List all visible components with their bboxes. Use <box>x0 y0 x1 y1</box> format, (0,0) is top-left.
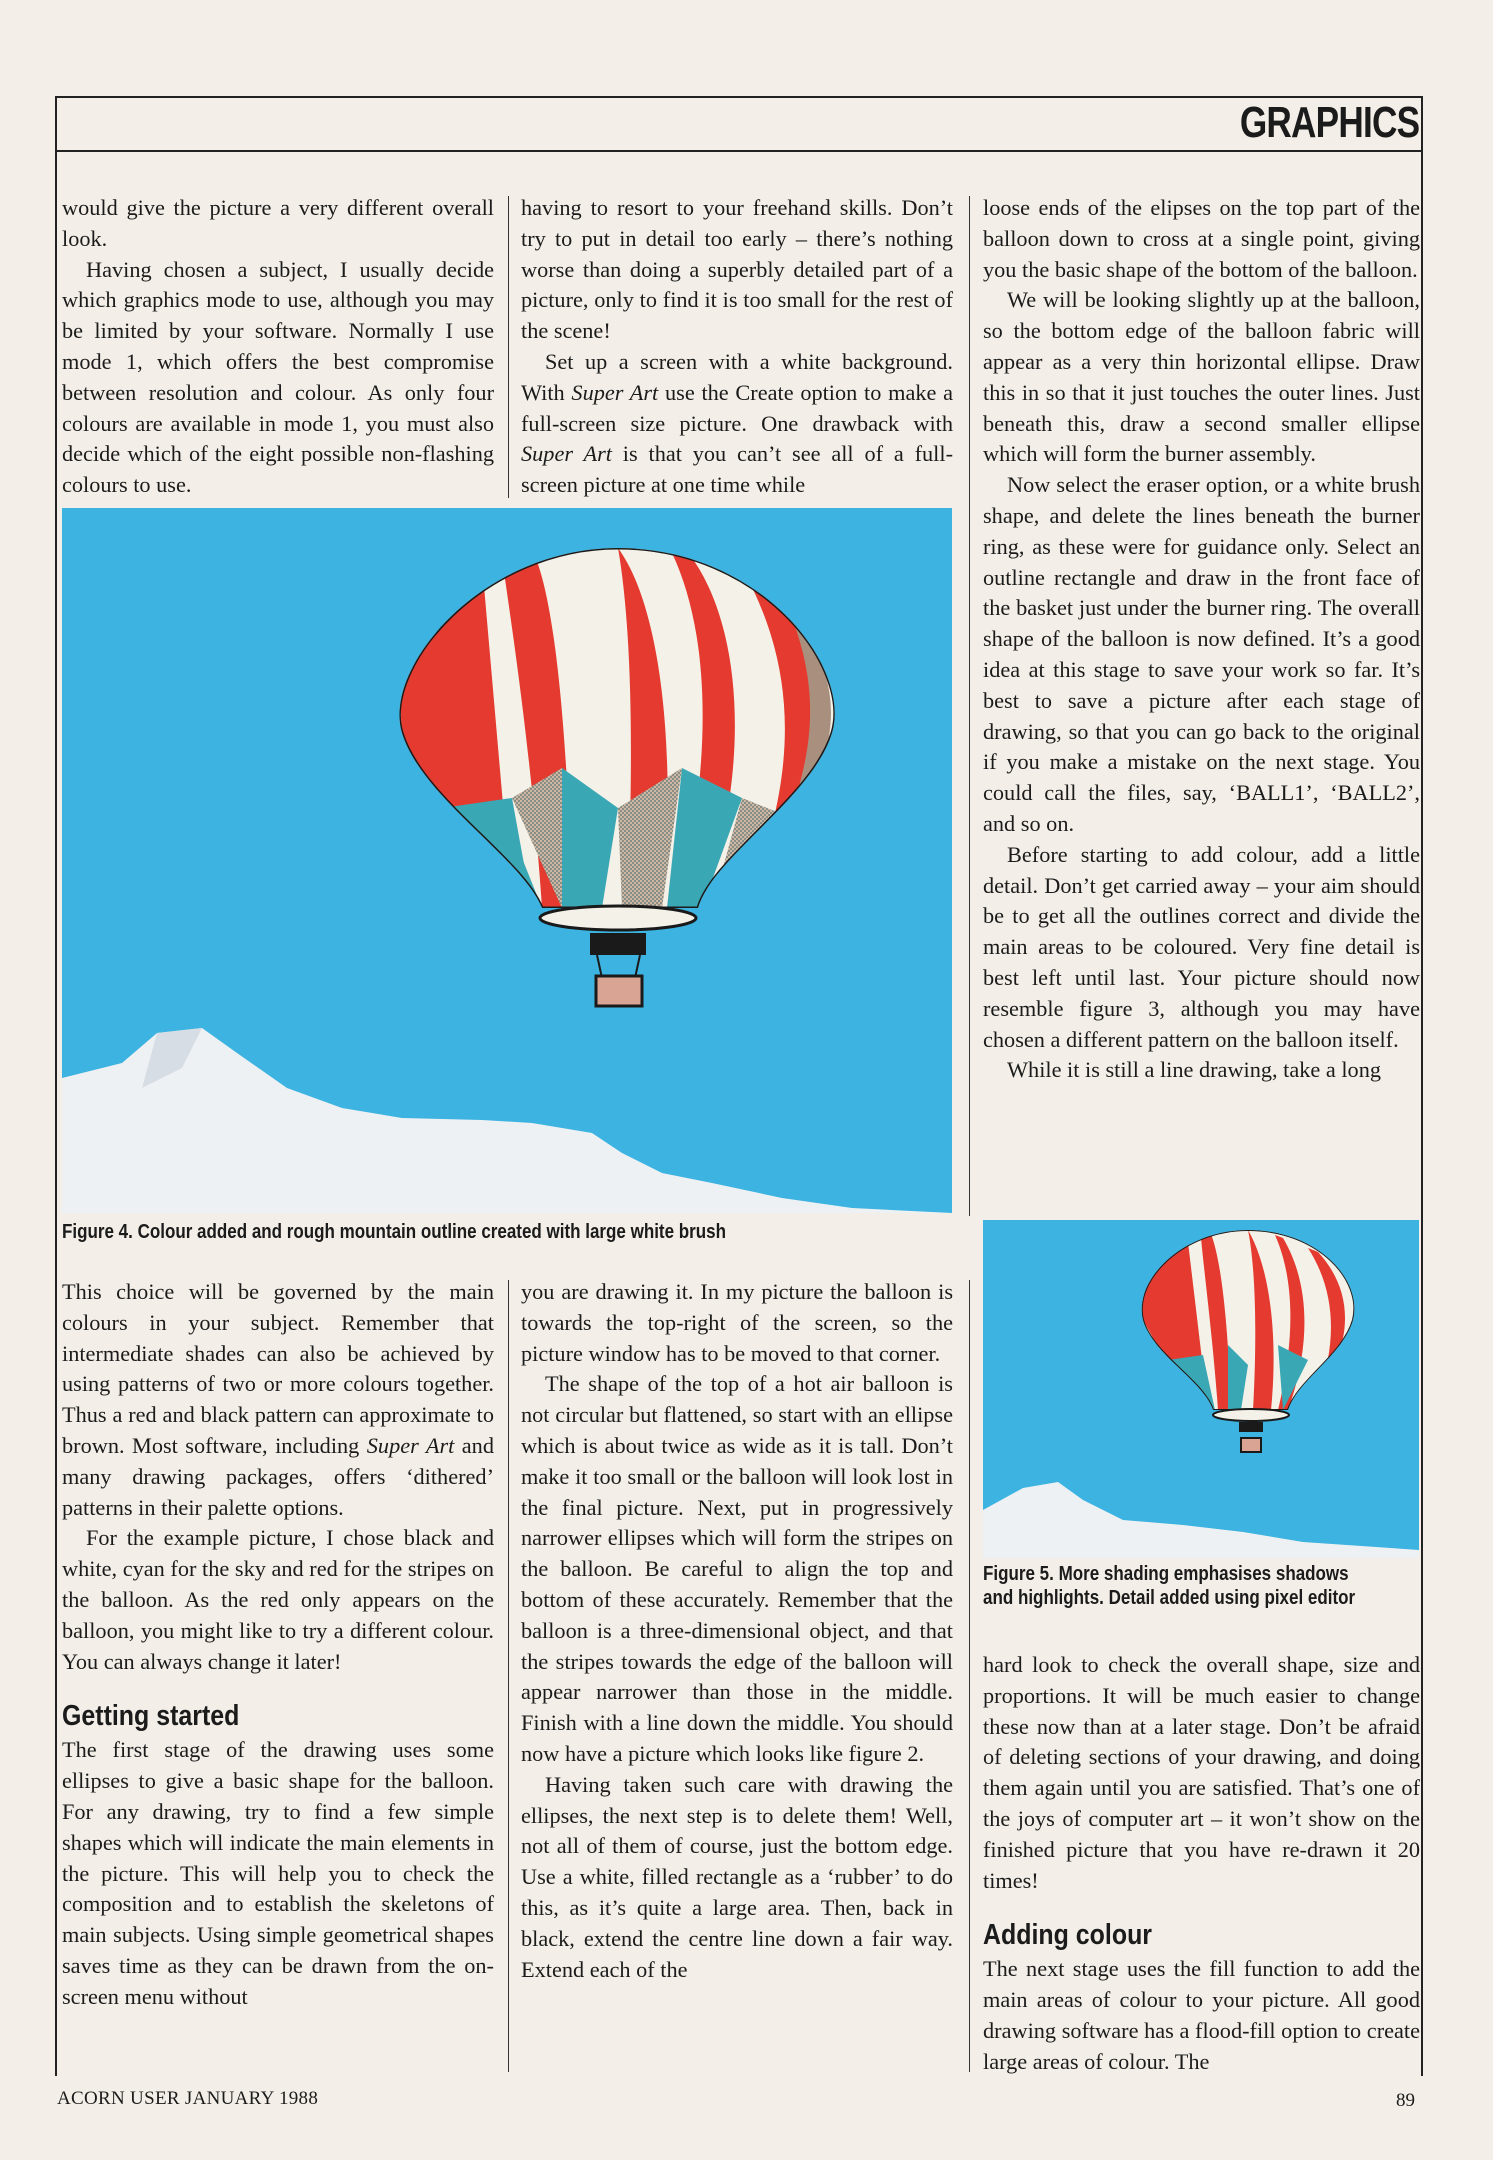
page-number: 89 <box>1396 2090 1415 2111</box>
emphasis-title: Super Art <box>571 379 659 405</box>
paragraph: The first stage of the drawing uses some ellipses to give a basic shape for the balloon. For any drawing, try to find a few simple shapes which will indicate the main elements in the picture. This will help you to check the composition and to establish the skeletons of main subjects. Using simple geometrical shapes saves time as they can be drawn from the on-screen menu without <box>62 1737 494 2009</box>
emphasis-title: Super Art <box>366 1432 455 1458</box>
paragraph: loose ends of the elipses on the top part of the balloon down to cross at a single point, giving you the basic shape of the bottom of the balloon. <box>983 195 1420 282</box>
section-heading: Getting started <box>62 1700 240 1733</box>
basket <box>1241 1438 1261 1452</box>
section-title: GRAPHICS <box>1239 98 1419 147</box>
column-2-top <box>521 193 953 501</box>
column-3-bottom <box>983 1650 1420 2078</box>
burner-ring <box>540 906 696 930</box>
page-frame-top <box>55 96 1422 98</box>
page-frame-left <box>55 96 57 2076</box>
column-divider <box>508 196 509 498</box>
paragraph: The next stage uses the fill function to add the main areas of colour to your picture. All good drawing software has a flood-fill option to create large areas of colour. The <box>983 1956 1420 2074</box>
figure-5-caption: Figure 5. More shading emphasises shadows and highlights. Detail added using pixel editor <box>983 1563 1356 1609</box>
figure-4-caption: Figure 4. Colour added and rough mountain outline created with large white brush <box>62 1221 726 1243</box>
paragraph: Before starting to add colour, add a little detail. Don’t get carried away – your aim should be to get all the outlines correct and divide the main areas to be coloured. Very fine detail is best left until last. Your picture should now resemble figure 3, although you may have chosen a different pattern on the balloon itself. <box>983 841 1420 1052</box>
page-frame-right <box>1421 96 1423 2076</box>
column-1-top <box>62 193 494 501</box>
paragraph: For the example picture, I chose black and white, cyan for the sky and red for the stripes on the balloon. As the red only appears on the balloon, you might like to try a different colour. You can always change it later! <box>62 1525 494 1674</box>
header-rule <box>57 150 1421 152</box>
column-divider <box>969 1280 970 2072</box>
paragraph: This choice will be governed by the main colours in your subject. Remember that intermediate shades can also be achieved by using patterns of two or more colours together. Thus a red and black pattern can approximate to brown. Most software, including Super Art and many drawing packages, offers ‘dithered’ patterns in their palette options. <box>62 1279 494 1520</box>
paragraph: Having taken such care with drawing the ellipses, the next step is to delete them! Well, not all of them of course, just the bottom edge. Use a white, filled rectangle as a ‘rubber’ to do this, as it’s quite a large area. Then, back in black, extend the centre line down a fair way. Extend each of the <box>521 1771 953 1982</box>
burner <box>590 933 646 955</box>
column-3-top <box>983 193 1420 1086</box>
balloon-illustration-large <box>62 508 952 1213</box>
column-divider <box>508 1280 509 2072</box>
paragraph: you are drawing it. In my picture the balloon is towards the top-right of the screen, so the picture window has to be moved to that corner. <box>521 1279 953 1366</box>
footer-magazine-issue: ACORN USER JANUARY 1988 <box>57 2088 319 2109</box>
column-2-bottom <box>521 1277 953 1985</box>
paragraph: Set up a screen with a white background. With Super Art use the Create option to make a full-screen size picture. One drawback with Super Art is that you can’t see all of a full-screen picture at one time while <box>521 348 954 498</box>
paragraph: While it is still a line drawing, take a long <box>1007 1057 1382 1083</box>
paragraph: The shape of the top of a hot air balloon is not circular but flattened, so start with an ellipse which is about twice as wide as it is tall. Don’t make it too small or the balloon will look lost in the final picture. Next, put in progressively narrower ellipses which will form the stripes on the balloon. Be careful to align the top and bottom of these accurately. Remember that the balloon is a three-dimensional object, and that the stripes towards the edge of the balloon will appear narrower than those in the middle. Finish with a line down the middle. You should now have a picture which looks like figure 2. <box>521 1371 953 1766</box>
section-heading: Adding colour <box>983 1919 1153 1952</box>
paragraph: having to resort to your freehand skills. Don’t try to put in detail too early – there’s nothing worse than doing a superbly detailed part of a picture, only to find it is too small for the rest of the scene! <box>521 195 953 344</box>
burner-ring <box>1213 1409 1289 1421</box>
column-1-bottom <box>62 1277 494 2013</box>
figure-4-balloon-image <box>62 508 952 1213</box>
paragraph: Having chosen a subject, I usually decide which graphics mode to use, although you may be limited by your software. Normally I use mode 1, which offers the best compromise between resolution and colour. As only four colours are available in mode 1, you must also decide which of the eight possible non-flashing colours to use. <box>62 256 494 498</box>
column-divider <box>969 196 970 1216</box>
burner <box>1239 1422 1263 1432</box>
paragraph: We will be looking slightly up at the balloon, so the bottom edge of the balloon fabric will appear as a very thin horizontal ellipse. Draw this in so that it just touches the outer lines. Just beneath this, draw a second smaller ellipse which will form the burner assembly. <box>983 287 1420 467</box>
emphasis-title: Super Art <box>521 441 612 467</box>
paragraph: Now select the eraser option, or a white brush shape, and delete the lines beneath the burner ring, as these were for guidance only. Select an outline rectangle and draw in the front face of the basket just under the burner ring. The overall shape of the balloon is now defined. It’s a good idea at this stage to save your work so far. It’s best to save a picture after each stage of drawing, so that you can go back to the original if you make a mistake on the next stage. You could call the files, say, ‘BALL1’, ‘BALL2’, and so on. <box>983 472 1420 836</box>
balloon-illustration-small <box>983 1220 1419 1558</box>
basket <box>596 976 642 1006</box>
paragraph: hard look to check the overall shape, size and proportions. It will be much easier to change these now than at a later stage. Don’t be afraid of deleting sections of your drawing, and doing them again until you are satisfied. That’s one of the joys of computer art – it won’t show on the finished picture that you have re-drawn it 20 times! <box>983 1652 1420 1893</box>
figure-5-balloon-image <box>983 1220 1419 1558</box>
paragraph: would give the picture a very different overall look. <box>62 195 494 251</box>
